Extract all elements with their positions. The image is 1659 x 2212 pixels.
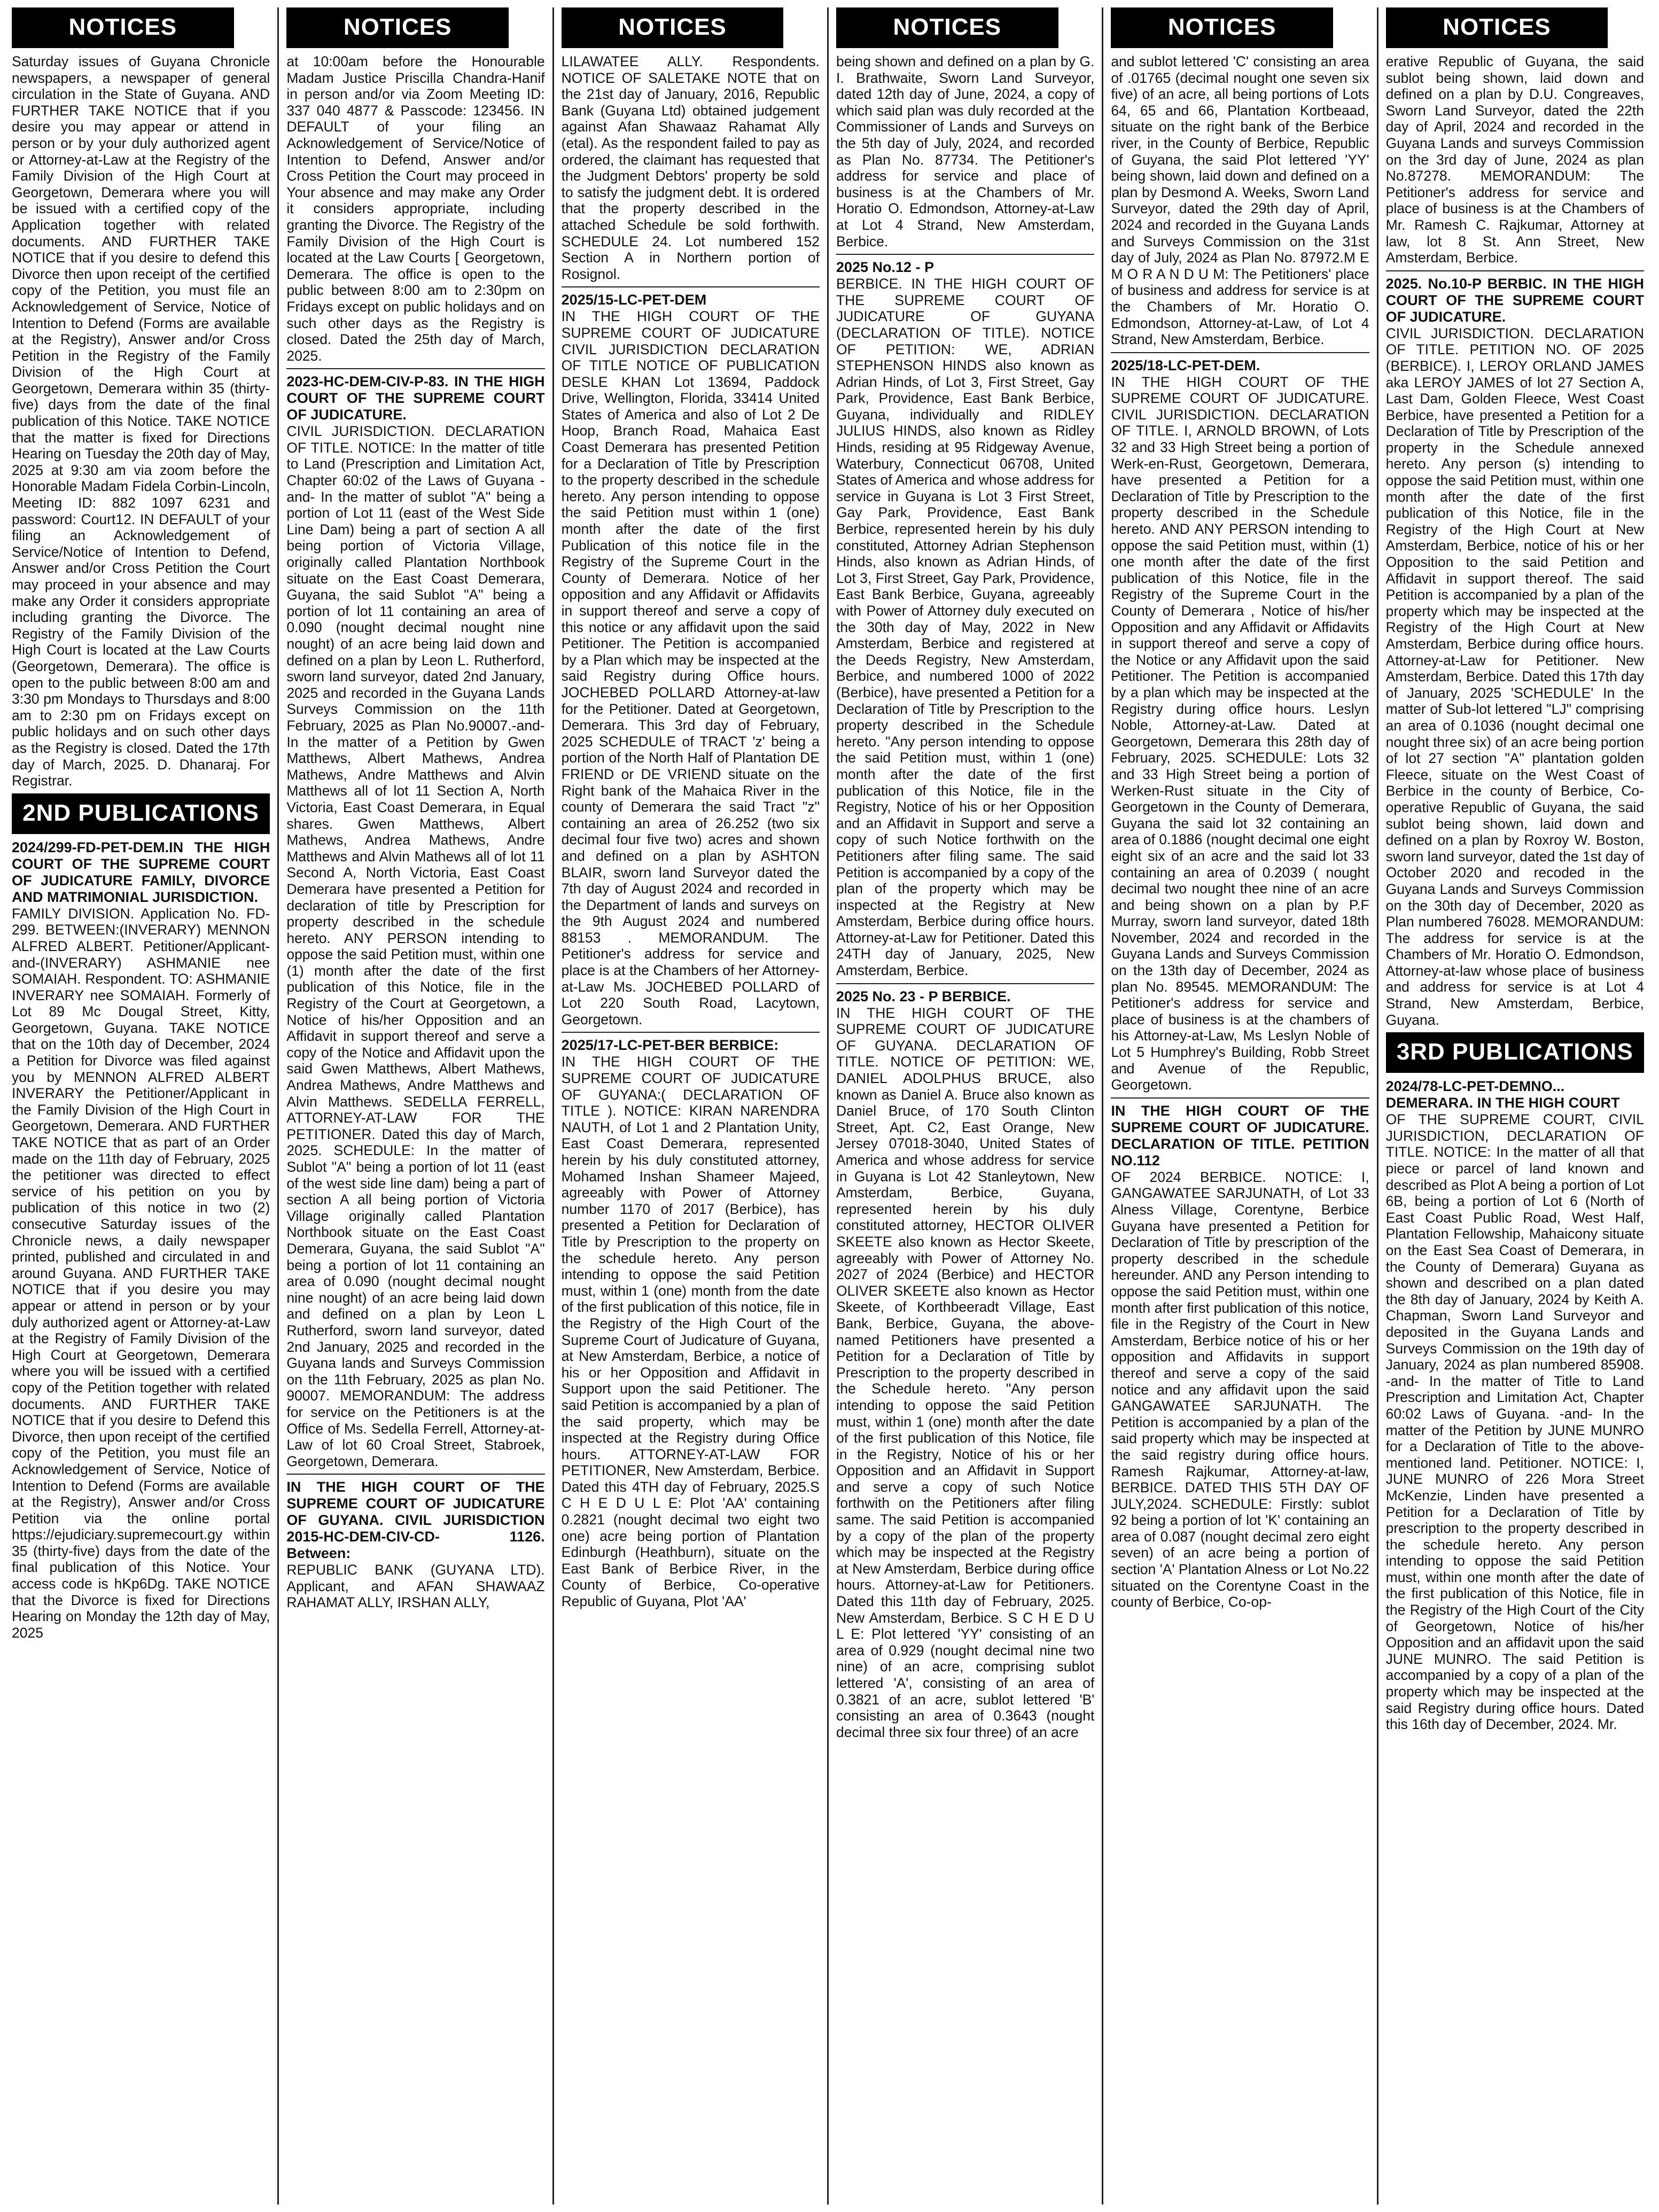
notice-item	[836, 983, 1094, 1741]
newspaper-page	[7, 7, 1652, 2205]
notice-item	[1111, 352, 1369, 1093]
notice-column-3	[557, 7, 829, 2205]
notice-column-4	[832, 7, 1103, 2205]
notice-body: and sublot lettered 'C' consisting an area of .01765 (decimal nought one seven six five) of an acre, all being portions of Lots 64, 65 and 66, Plantation Kortbeaad, situate on the right bank of the Berbice river, in the County of Berbice, Republic of Guyana, the said Plot lettered 'YY' being shown, laid down and defined on a plan by Desmond A. Weeks, Sworn Land Surveyor, dated the 29th day of April, 2024 and recorded in the Guyana Lands and Surveys Commission on the 31st day of July, 2024 as Plan No. 87972.M E M O R A N D U M: The Petitioners' place of business and address for service is at the Chambers of Mr. Horatio O. Edmondson, Attorney-at-Law, of Lot 4 Strand, New Amsterdam, Berbice.	[1111, 53, 1369, 348]
notice-item	[562, 1032, 820, 1609]
notice-heading: IN THE HIGH COURT OF THE SUPREME COURT OF JUDICATURE OF GUYANA. CIVIL JURISDICTION 2015-HC-DEM-CIV-CD- 1126. Between:	[286, 1479, 545, 1562]
notice-body: OF THE SUPREME COURT, CIVIL JURISDICTION, DECLARATION OF TITLE. NOTICE: In the matter of all that piece or parcel of land known and described as Plot A being a portion of Lot 6B, being a portion of Lot 6 (North of East Coast Public Road, West Half, Plantation Fellowship, Mahaicony situate on the East Sea Coast of Demerara, in the County of Demerara) Guyana as shown and described on a plan dated the 8th day of January, 2024 by Keith A. Chapman, Sworn Land Surveyor and deposited in the Guyana Lands and Surveys Commission on the 19th day of January, 2024 as plan numbered 85908. -and- In the matter of Title to Land Prescription and Limitation Act, Chapter 60:02 Laws of Guyana. -and- In the matter of the Petition by JUNE MUNRO for a Declaration of Title to the above-mentioned land. Petitioner. NOTICE: I, JUNE MUNRO of 226 Mora Street McKenzie, Linden have presented a Petition for a Declaration of Title by prescription to the property described in the schedule hereto. Any person intending to oppose the said Petition must, within one month after the date of the first publication of this Notice, file in the Registry of the High Court of the City of Georgetown, Notice of his/her Opposition and an affidavit upon the said JUNE MUNRO. The said Petition is accompanied by a copy of a plan of the property which may be inspected at the said Registry during office hours. Dated this 16th day of December, 2024. Mr.	[1385, 1111, 1644, 1733]
notice-item	[1386, 270, 1644, 1029]
notice-item	[286, 53, 544, 364]
column-banner: NOTICES	[12, 7, 234, 48]
notice-body: IN THE HIGH COURT OF THE SUPREME COURT OF JUDICATURE CIVIL JURISDICTION DECLARATION OF TITLE NOTICE OF PUBLICATION DESLE KHAN Lot 13694, Paddock Drive, Wellington, Florida, 33414 United States of America and also of Lot 2 De Hoop, Branch Road, Mahaica East Coast Demerara has presented Petition for a Declaration of Title by Prescription to the property described in the schedule hereto. Any person intending to oppose the said Petition must within 1 (one) month after the date of the first Publication of this notice file in the Registry of the Supreme Court in the County of Demerara. Notice of her opposition and any Affidavit or Affidavits in support thereof and serve a copy of this notice or any affidavit upon the said Petitioner. The Petition is accompanied by a Plan which may be inspected at the said Registry during Office hours. JOCHEBED POLLARD Attorney-at-law for the Petitioner. Dated at Georgetown, Demerara. This 3rd day of February, 2025 SCHEDULE of TRACT 'z' being a portion of the North Half of Plantation DE FRIEND or DE VRIEND situate on the Right bank of the Mahaica River in the county of Demerara the said Tract "z" containing an area of 26.252 (two six decimal four five two) acres and shown and defined on a plan by ASHTON BLAIR, sworn land Surveyor dated the 7th day of August 2024 and recorded in the Department of lands and surveys on the 9th August 2024 and numbered 88153 . MEMORANDUM. The Petitioner's address for service and place is at the Chambers of her Attorney-at-Law Ms. JOCHEBED POLLARD of Lot 220 South Road, Lacytown, Georgetown.	[561, 308, 820, 1027]
notice-body: IN THE HIGH COURT OF THE SUPREME COURT OF JUDICATURE OF GUYANA:( DECLARATION OF TITLE ). NOTICE: KIRAN NARENDRA NAUTH, of Lot 1 and 2 Plantation Unity, East Coast Demerara, represented herein by his duly constituted attorney, Mohamed Inshan Shameer Majeed, agreeably with Power of Attorney number 1170 of 2017 (Berbice), has presented a Petition for Declaration of Title by Prescription to the property on the schedule hereto. Any person intending to oppose the said Petition must, within 1 (one) month from the date of the first publication of this notice, file in the Registry of the High Court of the Supreme Court of Judicature of Guyana, at New Amsterdam, Berbice, a notice of his or her Opposition and Affidavit in Support upon the said Petitioner. The said Petition is accompanied by a plan of the said property, which may be inspected at the Registry during Office hours. ATTORNEY-AT-LAW FOR PETITIONER, New Amsterdam, Berbice. Dated this 4TH day of February, 2025.S C H E D U L E: Plot 'AA' containing 0.2821 (nought decimal two eight two one) acre being portion of Plantation Edinburgh (Heathburn), situate on the East Bank of Berbice River, in the County of Berbice, Co-operative Republic of Guyana, Plot 'AA'	[561, 1054, 820, 1610]
section-banner: 2ND PUBLICATIONS	[12, 793, 270, 834]
notice-column-1	[7, 7, 279, 2205]
notice-item	[286, 1474, 544, 1611]
notice-heading: 2025. No.10-P BERBIC. IN THE HIGH COURT OF THE SUPREME COURT OF JUDICATURE.	[1385, 275, 1644, 325]
notice-item	[1111, 53, 1369, 348]
notice-column-2	[282, 7, 554, 2205]
section-banner: 3RD PUBLICATIONS	[1386, 1032, 1644, 1073]
notice-body: IN THE HIGH COURT OF THE SUPREME COURT OF JUDICATURE. CIVIL JURISDICTION. DECLARATION OF TITLE. I, ARNOLD BROWN, of Lots 32 and 33 High Street being a portion of Werk-en-Rust, Georgetown, Demerara, have presented a Petition for a Declaration of Title by Prescription to the property described in the Schedule hereto. AND ANY PERSON intending to oppose the said Petition must, within (1) one month after the date of the first publication of this Notice, file in the Registry of the Supreme Court in the County of Demerara , Notice of his/her Opposition and any Affidavit or Affidavits in support thereof and serve a copy of the Notice or any Affidavit upon the said Petitioner. The Petition is accompanied by a plan which may be inspected at the Registry during office hours. Leslyn Noble, Attorney-at-Law. Dated at Georgetown, Demerara this 28th day of February, 2025. SCHEDULE: Lots 32 and 33 High Street being a portion of Werken-Rust situate in the City of Georgetown in the County of Demerara, Guyana the said lot 32 containing an area of 0.1886 (nought decimal one eight eight six of an acre and the said lot 33 containing an area of 0.2039 ( nought decimal two nought thee nine of an acre and being shown on a plan by P.F Murray, sworn land surveyor, dated 18th November, 2024 and recorded in the Guyana Lands and Surveys Commission on the 13th day of December, 2024 as plan No. 89545. MEMORANDUM: The Petitioner's address for service and place of business is at the chambers of his Attorney-at-Law, Ms Leslyn Noble of Lot 5 Humphrey's Building, Robb Street and Avenue of the Republic, Georgetown.	[1111, 373, 1369, 1093]
column-banner: NOTICES	[286, 7, 509, 48]
notice-body: LILAWATEE ALLY. Respondents. NOTICE OF SALETAKE NOTE that on the 21st day of January, 2016, Republic Bank (Guyana Ltd) obtained judgement against Afan Shawaaz Rahamat Ally (etal). As the respondent failed to pay as ordered, the claimant has requested that the Judgment Debtors' property be sold to satisfy the judgment debt. It is ordered that the property described in the attached Schedule be sold forthwith. SCHEDULE 24. Lot numbered 152 Section A in Northern portion of Rosignol.	[561, 53, 820, 282]
notice-heading: 2023-HC-DEM-CIV-P-83. IN THE HIGH COURT OF THE SUPREME COURT OF JUDICATURE.	[286, 373, 545, 423]
notice-heading: IN THE HIGH COURT OF THE SUPREME COURT OF JUDICATURE. DECLARATION OF TITLE. PETITION NO.112	[1111, 1102, 1369, 1169]
notice-item	[836, 53, 1094, 250]
notice-heading: 2025/15-LC-PET-DEM	[561, 292, 707, 308]
notice-body: BERBICE. IN THE HIGH COURT OF THE SUPREME COURT OF JUDICATURE OF GUYANA (DECLARATION OF TITLE). NOTICE OF PETITION: WE, ADRIAN STEPHENSON HINDS also known as Adrian Hinds, of Lot 3, First Street, Gay Park, Providence, East Bank Berbice, Guyana, individually and RIDLEY JULIUS HINDS, also known as Ridley Hinds, residing at 95 Ridgeway Avenue, Waterbury, Connecticut 06708, United States of America and whose address for service in Guyana is Lot 3 First Street, Gay Park, Providence, East Bank Berbice, represented herein by his duly constituted, Attorney Adrian Stephenson Hinds, also known as Adrian Hinds, of Lot 3, First Street, Gay Park, Providence, East Bank Berbice, Guyana, agreeably with Power of Attorney duly executed on the 30th day of May, 2022 in New Amsterdam, Berbice and registered at the Deeds Registry, New Amsterdam, Berbice, and numbered 1000 of 2022 (Berbice), have presented a Petition for a Declaration of Title by Prescription to the property described in the Schedule hereto. "Any person intending to oppose the said Petition must, within 1 (one) month after the date of the first publication of this Notice, file in the Registry, Notice of his or her Opposition and an Affidavit in Support and serve a copy of such Notice forthwith on the Petitioners after filing same. The said Petition is accompanied by a copy of the plan of the property which may be inspected at the Registry at New Amsterdam, Berbice during office hours. Attorney-at-Law for Petitioner. Dated this 24TH day of January, 2025, New Amsterdam, Berbice.	[836, 276, 1095, 979]
notice-body: FAMILY DIVISION. Application No. FD-299. BETWEEN:(INVERARY) MENNON ALFRED ALBERT. Petitioner/Applicant-and-(INVERARY) ASHMANIE nee SOMAIAH. Respondent. TO: ASHMANIE INVERARY nee SOMAIAH. Formerly of Lot 89 Mc Dougal Street, Kitty, Georgetown, Guyana. TAKE NOTICE that on the 10th day of December, 2024 a Petition for Divorce was filed against you by MENNON ALFRED ALBERT INVERARY the Petitioner/Applicant in the Family Division of the High Court in Georgetown, Demerara. AND FURTHER TAKE NOTICE that as part of an Order made on the 11th day of February, 2025 the petitioner was directed to effect service of his petition on you by publication of this notice in two (2) consecutive Saturday issues of the Chronicle news, a daily newspaper printed, published and circulated in and around Guyana. AND FURTHER TAKE NOTICE that if you desire you may appear or attend in person or by your duly authorized agent or Attorney-at-Law at the Registry of Family Division of the High Court at Georgetown, Demerara where you will be issued with a certified copy of the Petition together with related documents. AND FURTHER TAKE NOTICE that if you desire to Defend this Divorce, then upon receipt of the certified copy of the Petition, you must file an Acknowledgement of Service, Notice of Intention to Defend (Forms are available at the Registry), Answer and/or Cross Petition via the online portal https://ejudiciary.supremecourt.gy within 35 (thirty-five) days from the date of the final publication of this Notice. Your access code is hKp6Dg. TAKE NOTICE that the Divorce is fixed for Directions Hearing on Monday the 12th day of May, 2025	[12, 905, 270, 1641]
notice-heading: 2025/17-LC-PET-BER BERBICE:	[561, 1037, 779, 1054]
notice-column-6	[1382, 7, 1652, 2205]
notice-heading: 2025 No.12 - P	[836, 259, 934, 276]
notice-item	[562, 53, 820, 282]
notice-body: at 10:00am before the Honourable Madam Justice Priscilla Chandra-Hanif in person and/or via Zoom Meeting ID: 337 040 4877 & Passcode: 123456. IN DEFAULT of your filing an Acknowledgement of Service/Notice of Intention to Defend, Answer and/or Cross Petition the Court may proceed in Your absence and may make any Order it considers appropriate, including granting the Divorce. The Registry of the Family Division of the High Court is located at the Law Courts [ Georgetown, Demerara. The office is open to the public between 8:00 am to 2:30pm on Fridays except on public holidays and on such other days as the Registry is closed. Dated the 25th day of March, 2025.	[286, 53, 545, 364]
column-banner: NOTICES	[836, 7, 1058, 48]
column-banner: NOTICES	[1111, 7, 1333, 48]
notice-body: being shown and defined on a plan by G. I. Brathwaite, Sworn Land Surveyor, dated 12th day of June, 2024, a copy of which said plan was duly recorded at the Commissioner of Lands and Surveys on the 5th day of July, 2024, and recorded as Plan No. 87734. The Petitioner's address for service and place of business is at the Chambers of Mr. Horatio O. Edmondson, Attorney-at-Law at Lot 4 Strand, New Amsterdam, Berbice.	[836, 53, 1095, 250]
notice-item	[12, 839, 270, 1641]
notice-body: CIVIL JURISDICTION. DECLARATION OF TITLE. PETITION NO. OF 2025 (BERBICE). I, LEROY ORLAND JAMES aka LEROY JAMES of lot 27 Section A, Last Dam, Golden Fleece, West Coast Berbice, have presented a Petition for a Declaration of Title by Prescription of the property in the Schedule annexed hereto. Any person (s) intending to oppose the said Petition must, within one month after the date of the first publication of this Notice, file in the Registry of the High Court at New Amsterdam, Berbice, notice of his or her Opposition to the said Petition and Affidavit in support thereof. The said Petition is accompanied by a plan of the property which may be inspected at the Registry of the High Court at New Amsterdam, Berbice during office hours. Attorney-at-Law for Petitioner. New Amsterdam, Berbice. Dated this 17th day of January, 2025 'SCHEDULE' In the matter of Sub-lot lettered "LJ" comprising an area of 0.1036 (nought decimal one nought three six) of an acre being portion of lot 27 section "A" plantation golden Fleece, situate on the West Coast of Berbice in the county of Berbice, Co-operative Republic of Guyana, the said sublot being shown, laid down and defined on a plan by Roxroy W. Boston, sworn land surveyor, dated the 1st day of October 2020 and recoded in the Guyana Lands and Surveys Commission on the 30th day of December, 2020 as Plan numbered 76028. MEMORANDUM: The address for service is at the Chambers of Mr. Horatio O. Edmondson, Attorney-at-law whose place of business and address for service is at Lot 4 Strand, New Amsterdam, Berbice, Guyana.	[1385, 325, 1644, 1028]
notice-body: IN THE HIGH COURT OF THE SUPREME COURT OF JUDICATURE OF GUYANA. DECLARATION OF TITLE. NOTICE OF PETITION: WE, DANIEL ADOLPHUS BRUCE, also known as Daniel A. Bruce also known as Daniel Bruce, of 170 South Clinton Street, Apt. C2, East Orange, New Jersey 07018-3040, United States of America and whose address for service in Guyana is Lot 42 Stanleytown, New Amsterdam, Berbice, Guyana, represented herein by his duly constituted attorney, HECTOR OLIVER SKEETE also known as Hector Skeete, agreeably with Power of Attorney No. 2027 of 2024 (Berbice) and HECTOR OLIVER SKEETE also known as Hector Skeete, of Korthbeeradt Village, East Bank, Berbice, Guyana, the above-named Petitioners have presented a Petition for a Declaration of Title by Prescription to the property described in the Schedule hereto. "Any person intending to oppose the said Petition must, within 1 (one) month after the date of the first publication of this Notice, file in the Registry, Notice of his or her Opposition and an Affidavit in Support and serve a copy of such Notice forthwith on the Petitioners after filing same. The said Petition is accompanied by a copy of the plan of the property which may be inspected at the Registry at New Amsterdam, Berbice during office hours. Attorney-at-Law for Petitioners. Dated this 11th day of February, 2025. New Amsterdam, Berbice. S C H E D U L E: Plot lettered 'YY' consisting of an area of 0.929 (nought decimal nine two nine) of an acre, comprising sublot lettered 'A', consisting of an area of 0.3821 of an acre, sublot lettered 'B' consisting an area of 0.3643 (nought decimal three six four three) of an acre	[836, 1004, 1095, 1740]
notice-heading: 2025/18-LC-PET-DEM.	[1111, 357, 1260, 373]
notice-body: OF 2024 BERBICE. NOTICE: I, GANGAWATEE SARJUNATH, of Lot 33 Alness Village, Corentyne, Berbice Guyana have presented a Petition for Declaration of Title by prescription of the property described in the schedule hereunder. AND any Person intending to oppose the said Petition must, within one month after first publication of this notice, file in the Registry of the Court in New Amsterdam, Berbice notice of his or her opposition and Affidavits in support thereof and serve a copy of the said notice and any affidavit upon the said GANGAWATEE SARJUNATH. The Petition is accompanied by a plan of the said property which may be inspected at the said registry during office hours. Ramesh Rajkumar, Attorney-at-law, BERBICE. DATED THIS 5TH DAY OF JULY,2024. SCHEDULE: Firstly: sublot 92 being a portion of lot 'K' containing an area of 0.087 (nought decimal zero eight seven) of an acre being a portion of section 'A' Plantation Alness or Lot No.22 situated on the Corentyne Coast in the county of Berbice, Co-op-	[1111, 1169, 1369, 1610]
notice-body: CIVIL JURISDICTION. DECLARATION OF TITLE. NOTICE: In the matter of title to Land (Prescription and Limitation Act, Chapter 60:02 of the Laws of Guyana -and- In the matter of sublot "A" being a portion of Lot 11 (east of the West Side Line Dam) being a part of section A all being portion of Victoria Village, originally called Plantation Northbook situate on the East Coast Demerara, Guyana, the said Sublot "A" being a portion of lot 11 containing an area of 0.090 (nought decimal nought nine nought) of an acre being laid down and defined on a plan by Leon L. Rutherford, sworn land surveyor, dated 2nd January, 2025 and recorded in the Guyana Lands Surveys Commission on the 11th February, 2025 as Plan No.90007.-and- In the matter of a Petition by Gwen Matthews, Albert Mathews, Andrea Mathews, Andre Matthews and Alvin Matthews all of lot 11 Section A, North Victoria, East Coast Demerara, in Equal shares. Gwen Matthews, Albert Mathews, Andrea Mathews, Andre Matthews and Alvin Mathews all of lot 11 Second A, North Victoria, East Coast Demerara have presented a Petition for declaration of title by Prescription for property described in the schedule hereto. ANY PERSON intending to oppose the said Petition must, within one (1) month after the date of the first publication of this Notice, file in the Registry of the Court at Georgetown, a Notice of his/her Opposition and an Affidavit in support thereof and serve a copy of the Notice and Affidavit upon the said Gwen Matthews, Albert Mathews, Andrea Mathews, Andre Matthews and Alvin Matthews. SEDELLA FERRELL, ATTORNEY-AT-LAW FOR THE PETITIONER. Dated this day of March, 2025. SCHEDULE: In the matter of Sublot "A" being a portion of lot 11 (east of the west side line dam) being a part of section A all being portion of Victoria Village originally called Plantation Northbook situate on the East Coast Demerara, Guyana, the said Sublot "A" being a portion of lot 11 containing an area of 0.090 (nought decimal nought nine nought) of an acre being laid down and defined on a plan by Leon L Rutherford, sworn land surveyor, dated 2nd January, 2025 and recorded in the Guyana lands and Surveys Commission on the 11th February, 2025 as plan No. 90007. MEMORANDUM: The address for service on the Petitioners is at the Office of Ms. Sedella Ferrell, Attorney-at-Law of lot 60 Croal Street, Stabroek, Georgetown, Demerara.	[286, 423, 545, 1469]
notice-heading: 2025 No. 23 - P BERBICE.	[836, 988, 1011, 1004]
notice-item	[562, 286, 820, 1027]
column-banner: NOTICES	[562, 7, 784, 48]
notice-item	[836, 254, 1094, 979]
notice-item	[1386, 1078, 1644, 1733]
notice-body: erative Republic of Guyana, the said sublot being shown, laid down and defined on a plan by D.U. Congreaves, Sworn Land Surveyor, dated the 22th day of April, 2024 and recorded in the Guyana Lands and surveys Commission on the 3rd day of June, 2024 as plan No.87278. MEMORANDUM: The Petitioner's address for service and place of business is at the Chambers of Mr. Ramesh C. Rajkumar, Attorney at law, lot 8 St. Ann Street, New Amsterdam, Berbice.	[1385, 53, 1644, 266]
notice-body: Saturday issues of Guyana Chronicle newspapers, a newspaper of general circulation in the State of Guyana. AND FURTHER TAKE NOTICE that if you desire you may appear or attend in person or by your duly authorized agent or Attorney-at-Law at the Registry of the Family Division of the High Court at Georgetown, Demerara where you will be issued with a certified copy of the Application together with related documents. AND FURTHER TAKE NOTICE that if you desire to defend this Divorce then upon receipt of the certified copy of the Petition, you must file an Acknowledgement of Service, Notice of Intention to Defend (Forms are available at the Registry), Answer and/or Cross Petition in the Registry of the Family Division of the High Court at Georgetown, Demerara within 35 (thirty-five) days from the date of the final publication of this Notice. TAKE NOTICE that the matter is fixed for Directions Hearing on Tuesday the 20th day of May, 2025 at 9:30 am via zoom before the Honorable Madam Fidela Corbin-Lincoln, Meeting ID: 882 1097 6231 and password: Court12. IN DEFAULT of your filing an Acknowledgement of Service/Notice of Intention to Defend, Answer and/or Cross Petition the Court may proceed in your absence and may make any Order it considers appropriate including granting the Divorce. The Registry of the Family Division of the High Court is located at the Law Courts (Georgetown, Demerara). The office is open to the public between 8:00 am and 3:30 pm Mondays to Thursdays and 8:00 am to 2:30 pm on Fridays except on public holidays and on such other days as the Registry is closed. Dated the 17th day of March, 2025. D. Dhanaraj. For Registrar.	[12, 53, 270, 789]
notice-heading: 2024/299-FD-PET-DEM.IN THE HIGH COURT OF THE SUPREME COURT OF JUDICATURE FAMILY, DIVORCE AND MATRIMONIAL JURISDICTION.	[12, 839, 270, 905]
notice-heading: 2024/78-LC-PET-DEMNO... DEMERARA. IN THE HIGH COURT	[1385, 1078, 1620, 1111]
notice-item	[286, 368, 544, 1469]
notice-column-5	[1107, 7, 1378, 2205]
notice-item	[1386, 53, 1644, 266]
notice-body: REPUBLIC BANK (GUYANA LTD). Applicant, and AFAN SHAWAAZ RAHAMAT ALLY, IRSHAN ALLY,	[286, 1562, 545, 1611]
column-banner: NOTICES	[1386, 7, 1608, 48]
notice-item	[1111, 1097, 1369, 1610]
notice-item	[12, 53, 270, 789]
